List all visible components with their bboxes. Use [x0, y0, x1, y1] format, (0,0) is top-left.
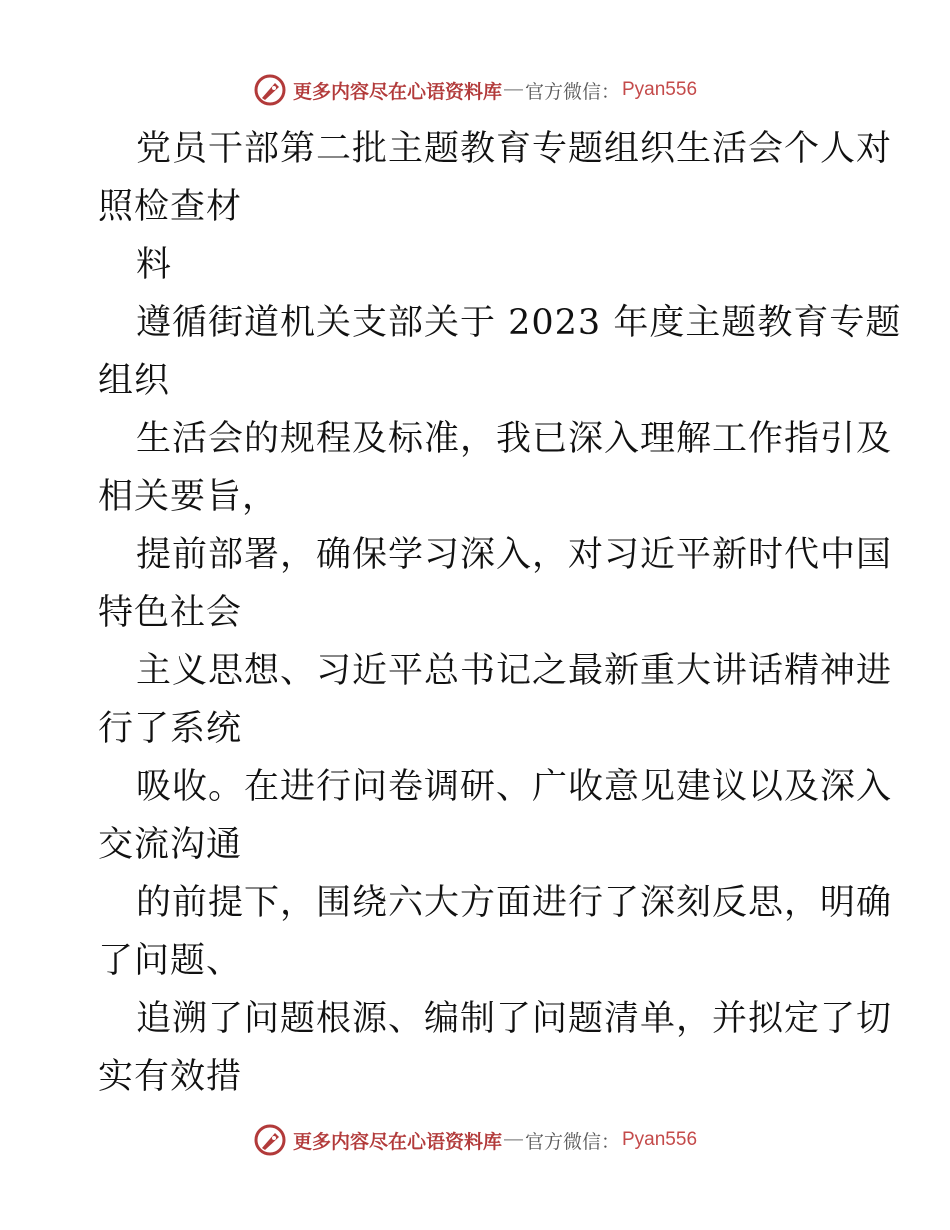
text-line: 组织	[98, 361, 171, 401]
text-line: 交流沟通	[98, 825, 243, 865]
page-header-watermark	[0, 72, 950, 108]
pen-nib-circle-icon	[253, 73, 287, 107]
text-line: 遵循街道机关支部关于 2023 年度主题教育专题	[136, 303, 902, 343]
text-line: 主义思想、习近平总书记之最新重大讲话精神进	[136, 651, 893, 691]
pen-nib-circle-icon	[253, 1123, 287, 1157]
text-line: 追溯了问题根源、编制了问题清单，并拟定了切	[136, 999, 893, 1039]
text-line: 吸收。在进行问卷调研、广收意见建议以及深入	[136, 767, 893, 807]
watermark-wechat-account: Pyan556	[622, 79, 698, 100]
watermark-title: 更多内容尽在心语资料库	[292, 80, 502, 103]
watermark-wechat-label: 官方微信：	[524, 80, 620, 103]
text-line: 实有效措	[98, 1057, 243, 1097]
page-footer-watermark	[0, 1122, 950, 1158]
text-line: 的前提下，围绕六大方面进行了深刻反思，明确	[136, 883, 893, 923]
watermark-wechat-account: Pyan556	[622, 1129, 698, 1150]
watermark-title: 更多内容尽在心语资料库	[292, 1130, 502, 1153]
text-line: 料	[136, 245, 173, 285]
watermark-wechat-label: 官方微信：	[524, 1130, 620, 1153]
text-line: 特色社会	[98, 593, 243, 633]
document-body	[98, 120, 902, 1106]
text-line: 党员干部第二批主题教育专题组织生活会个人对	[136, 129, 893, 169]
text-line: 相关要旨，	[98, 477, 279, 517]
text-line: 了问题、	[98, 941, 243, 981]
text-line: 照检查材	[98, 187, 243, 227]
text-line: 行了系统	[98, 709, 243, 749]
watermark-separator: —	[503, 79, 523, 100]
watermark-separator: —	[503, 1129, 523, 1150]
text-line: 生活会的规程及标准，我已深入理解工作指引及	[136, 419, 893, 459]
text-line: 提前部署，确保学习深入，对习近平新时代中国	[136, 535, 893, 575]
